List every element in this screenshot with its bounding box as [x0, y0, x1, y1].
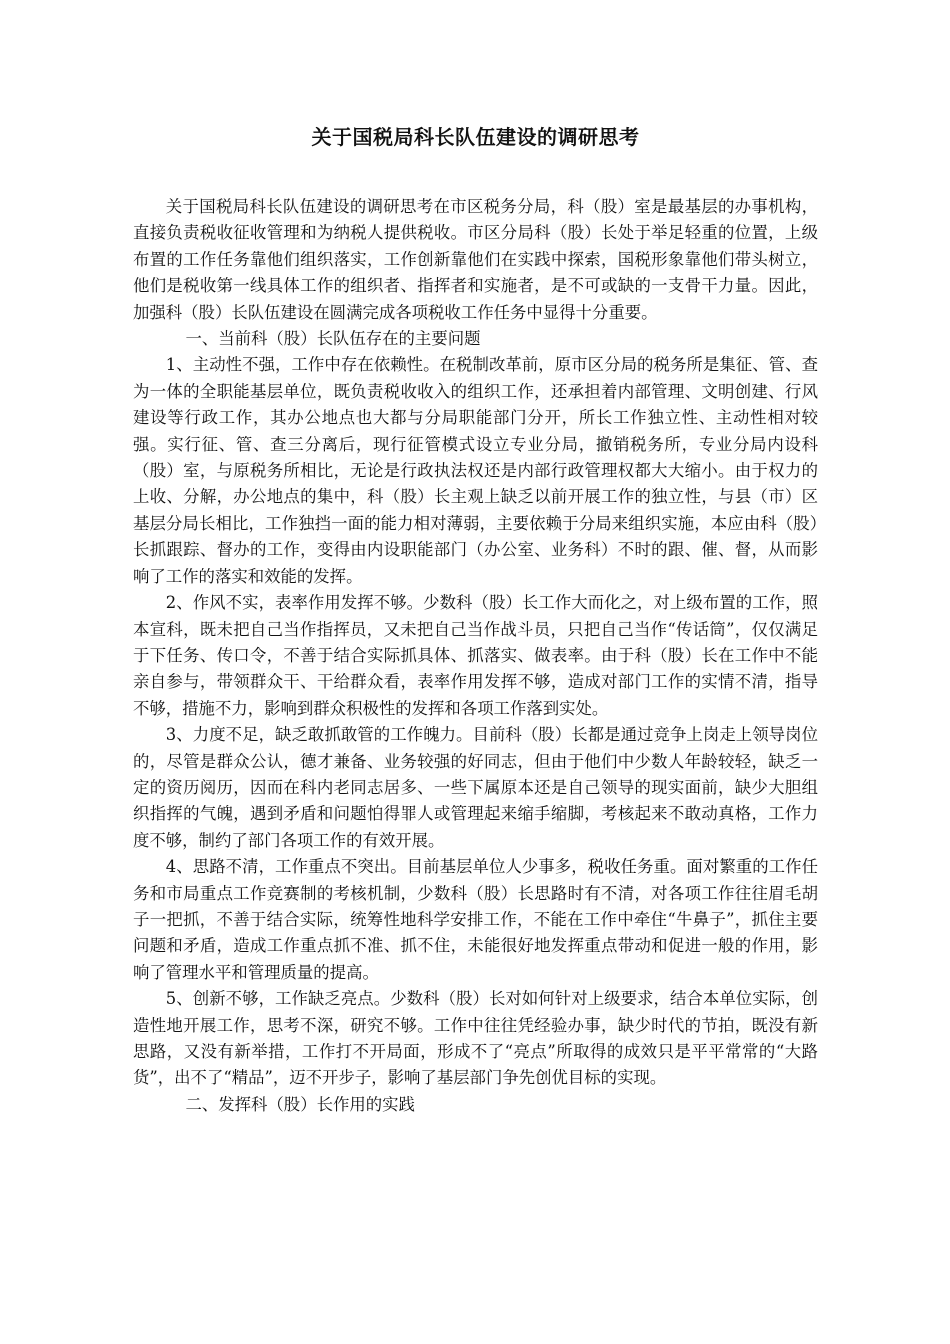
document-body — [133, 194, 818, 1118]
intro-paragraph: 关于国税局科长队伍建设的调研思考在市区税务分局，科（股）室是最基层的办事机构，直接负责税收征收管理和为纳税人提供税收。市区分局科（股）长处于举足轻重的位置，上级布置的工作任务靠他们组织落实，工作创新靠他们在实践中探索，国税形象靠他们带头树立，他们是税收第一线具体工作的组织者、指挥者和实施者，是不可或缺的一支骨干力量。因此，加强科（股）长队伍建设在圆满完成各项税收工作任务中显得十分重要。 — [133, 197, 818, 322]
section-heading-practice: 二、发挥科（股）长作用的实践 — [185, 1094, 415, 1114]
problem-point-4: 4、思路不清，工作重点不突出。目前基层单位人少事多，税收任务重。面对繁重的工作任务和市局重点工作竞赛制的考核机制，少数科（股）长思路时有不清，对各项工作往往眉毛胡子一把抓，不善于结合实际，统筹性地科学安排工作，不能在工作中牵住“牛鼻子”，抓住主要问题和矛盾，造成工作重点抓不准、抓不住，未能很好地发挥重点带动和促进一般的作用，影响了管理水平和管理质量的提高。 — [133, 857, 818, 982]
problem-point-5: 5、创新不够，工作缺乏亮点。少数科（股）长对如何针对上级要求，结合本单位实际，创造性地开展工作，思考不深，研究不够。工作中往往凭经验办事，缺少时代的节拍，既没有新思路，又没有新举措，工作打不开局面，形成不了“亮点”所取得的成效只是平平常常的“大路货”，出不了“精品”，迈不开步子，影响了基层部门争先创优目标的实现。 — [133, 989, 818, 1088]
problem-point-1: 1、主动性不强，工作中存在依赖性。在税制改革前，原市区分局的税务所是集征、管、查为一体的全职能基层单位，既负责税收收入的组织工作，还承担着内部管理、文明创建、行风建设等行政工作，其办公地点也大都与分局职能部门分开，所长工作独立性、主动性相对较强。实行征、管、查三分离后，现行征管模式设立专业分局，撤销税务所，专业分局内设科（股）室，与原税务所相比，无论是行政执法权还是内部行政管理权都大大缩小。由于权力的上收、分解，办公地点的集中，科（股）长主观上缺乏以前开展工作的独立性，与县（市）区基层分局长相比，工作独挡一面的能力相对薄弱，主要依赖于分局来组织实施，本应由科（股）长抓跟踪、督办的工作，变得由内设职能部门（办公室、业务科）不时的跟、催、督，从而影响了工作的落实和效能的发挥。 — [133, 355, 818, 586]
document-page — [133, 0, 818, 1118]
section-heading-problems: 一、当前科（股）长队伍存在的主要问题 — [185, 329, 481, 349]
document-title: 关于国税局科长队伍建设的调研思考 — [311, 125, 640, 149]
problem-point-2: 2、作风不实，表率作用发挥不够。少数科（股）长工作大而化之，对上级布置的工作，照本宣科，既未把自己当作指挥员，又未把自己当作战斗员，只把自己当作“传话筒”，仅仅满足于下任务、传口令，不善于结合实际抓具体、抓落实、做表率。由于科（股）长在工作中不能亲自参与，带领群众干、干给群众看，表率作用发挥不够，造成对部门工作的实情不清，指导不够，措施不力，影响到群众积极性的发挥和各项工作落到实处。 — [133, 593, 818, 718]
problem-point-3: 3、力度不足，缺乏敢抓敢管的工作魄力。目前科（股）长都是通过竞争上岗走上领导岗位的，尽管是群众公认，德才兼备、业务较强的好同志，但由于他们中少数人年龄较轻，缺乏一定的资历阅历，因而在科内老同志居多、一些下属原本还是自己领导的现实面前，缺少大胆组织指挥的气魄，遇到矛盾和问题怕得罪人或管理起来缩手缩脚，考核起来不敢动真格，工作力度不够，制约了部门各项工作的有效开展。 — [133, 725, 818, 850]
